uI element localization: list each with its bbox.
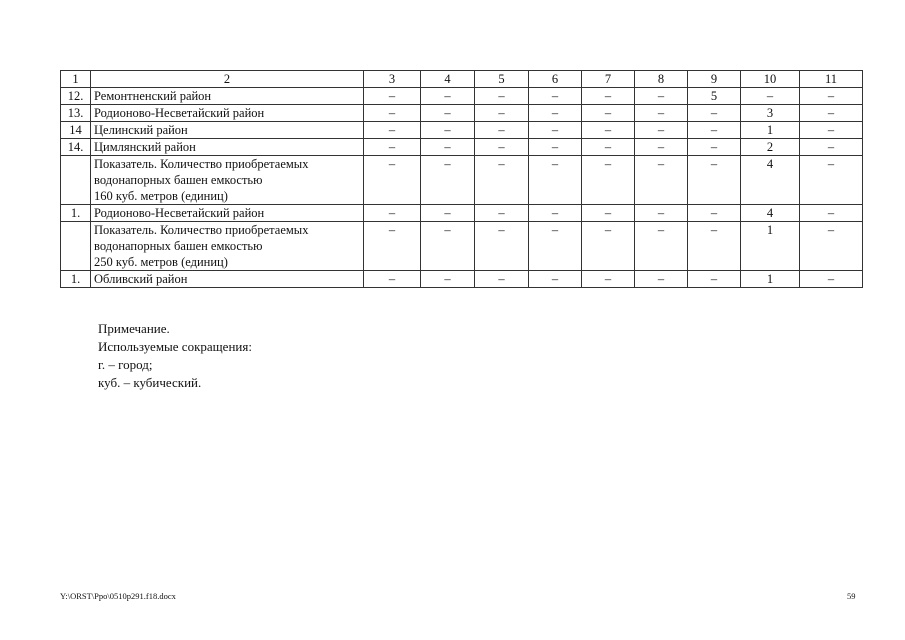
data-table [60, 70, 863, 288]
value-cell: – [475, 271, 529, 288]
value-cell: 4 [741, 156, 800, 205]
table-row [61, 105, 863, 122]
row-name-line: Целинский район [94, 123, 188, 137]
table-row [61, 205, 863, 222]
value-cell: – [364, 222, 421, 271]
value-cell: – [475, 122, 529, 139]
value-cell: – [688, 271, 741, 288]
row-name-line: 160 куб. метров (единиц) [94, 189, 228, 203]
value-cell: – [529, 139, 582, 156]
value-cell: – [800, 156, 863, 205]
row-name [91, 271, 364, 288]
row-number: 13. [61, 105, 91, 122]
value-cell: – [582, 105, 635, 122]
note-item: куб. – кубический. [98, 375, 202, 390]
table-row [61, 222, 863, 271]
value-cell: – [688, 105, 741, 122]
value-cell: – [421, 156, 475, 205]
table-row [61, 122, 863, 139]
note-block [98, 320, 252, 392]
row-name [91, 205, 364, 222]
value-cell: – [529, 88, 582, 105]
value-cell: – [635, 105, 688, 122]
value-cell: – [800, 122, 863, 139]
value-cell: – [529, 222, 582, 271]
value-cell: – [421, 222, 475, 271]
header-cell: 10 [741, 71, 800, 88]
row-name-line: 250 куб. метров (единиц) [94, 255, 228, 269]
value-cell: – [421, 88, 475, 105]
value-cell: – [688, 156, 741, 205]
table-row [61, 156, 863, 205]
table-row [61, 88, 863, 105]
value-cell: – [364, 122, 421, 139]
value-cell: – [421, 122, 475, 139]
row-name-line: Ремонтненский район [94, 89, 212, 103]
page-number: 59 [847, 591, 856, 601]
value-cell: – [421, 105, 475, 122]
value-cell: – [364, 105, 421, 122]
row-name-line: водонапорных башен емкостью [94, 173, 263, 187]
row-number: 1. [61, 205, 91, 222]
value-cell: – [741, 88, 800, 105]
value-cell: – [529, 122, 582, 139]
value-cell: – [688, 139, 741, 156]
header-cell: 9 [688, 71, 741, 88]
value-cell: – [635, 139, 688, 156]
row-number [61, 222, 91, 271]
value-cell: – [582, 205, 635, 222]
value-cell: – [475, 222, 529, 271]
header-cell: 8 [635, 71, 688, 88]
value-cell: – [635, 156, 688, 205]
value-cell: – [582, 88, 635, 105]
value-cell: – [635, 222, 688, 271]
row-name [91, 105, 364, 122]
value-cell: – [800, 88, 863, 105]
value-cell: 1 [741, 222, 800, 271]
header-cell: 1 [61, 71, 91, 88]
header-cell: 4 [421, 71, 475, 88]
row-name-line: Показатель. Количество приобретаемых [94, 157, 309, 171]
header-cell: 11 [800, 71, 863, 88]
header-cell: 3 [364, 71, 421, 88]
row-name [91, 122, 364, 139]
row-number: 1. [61, 271, 91, 288]
value-cell: 1 [741, 122, 800, 139]
value-cell: 5 [688, 88, 741, 105]
value-cell: – [582, 122, 635, 139]
table-row [61, 139, 863, 156]
value-cell: – [635, 122, 688, 139]
value-cell: – [582, 271, 635, 288]
footer-file-path: Y:\ORST\Ppo\0510p291.f18.docx [60, 591, 176, 601]
row-name-line: Показатель. Количество приобретаемых [94, 223, 309, 237]
value-cell: – [635, 88, 688, 105]
value-cell: – [688, 222, 741, 271]
row-number [61, 156, 91, 205]
value-cell: – [364, 205, 421, 222]
value-cell: – [800, 139, 863, 156]
value-cell: – [475, 105, 529, 122]
row-name-line: Цимлянский район [94, 140, 196, 154]
value-cell: 2 [741, 139, 800, 156]
value-cell: – [364, 271, 421, 288]
value-cell: – [364, 156, 421, 205]
value-cell: – [582, 156, 635, 205]
row-name-line: водонапорных башен емкостью [94, 239, 263, 253]
value-cell: – [688, 205, 741, 222]
row-name-line: Родионово-Несветайский район [94, 206, 265, 220]
value-cell: – [688, 122, 741, 139]
header-cell: 6 [529, 71, 582, 88]
value-cell: – [421, 139, 475, 156]
header-cell: 2 [91, 71, 364, 88]
row-number: 14. [61, 139, 91, 156]
value-cell: 4 [741, 205, 800, 222]
row-name-line: Родионово-Несветайский район [94, 106, 265, 120]
note-item: г. – город; [98, 357, 153, 372]
table-header-row [61, 71, 863, 88]
row-name [91, 139, 364, 156]
row-number: 14 [61, 122, 91, 139]
value-cell: – [529, 105, 582, 122]
row-name [91, 222, 364, 271]
value-cell: – [529, 205, 582, 222]
row-name-line: Обливский район [94, 272, 188, 286]
header-cell: 7 [582, 71, 635, 88]
value-cell: – [635, 271, 688, 288]
value-cell: – [800, 222, 863, 271]
value-cell: – [800, 271, 863, 288]
value-cell: 1 [741, 271, 800, 288]
value-cell: – [364, 88, 421, 105]
value-cell: – [364, 139, 421, 156]
value-cell: – [800, 105, 863, 122]
row-number: 12. [61, 88, 91, 105]
value-cell: – [421, 271, 475, 288]
value-cell: – [582, 222, 635, 271]
header-cell: 5 [475, 71, 529, 88]
value-cell: – [475, 139, 529, 156]
value-cell: – [475, 88, 529, 105]
value-cell: 3 [741, 105, 800, 122]
value-cell: – [582, 139, 635, 156]
note-title: Примечание. [98, 321, 170, 336]
row-name [91, 88, 364, 105]
table-row [61, 271, 863, 288]
value-cell: – [529, 156, 582, 205]
value-cell: – [635, 205, 688, 222]
value-cell: – [800, 205, 863, 222]
value-cell: – [475, 205, 529, 222]
value-cell: – [421, 205, 475, 222]
row-name [91, 156, 364, 205]
value-cell: – [529, 271, 582, 288]
value-cell: – [475, 156, 529, 205]
note-subtitle: Используемые сокращения: [98, 339, 252, 354]
